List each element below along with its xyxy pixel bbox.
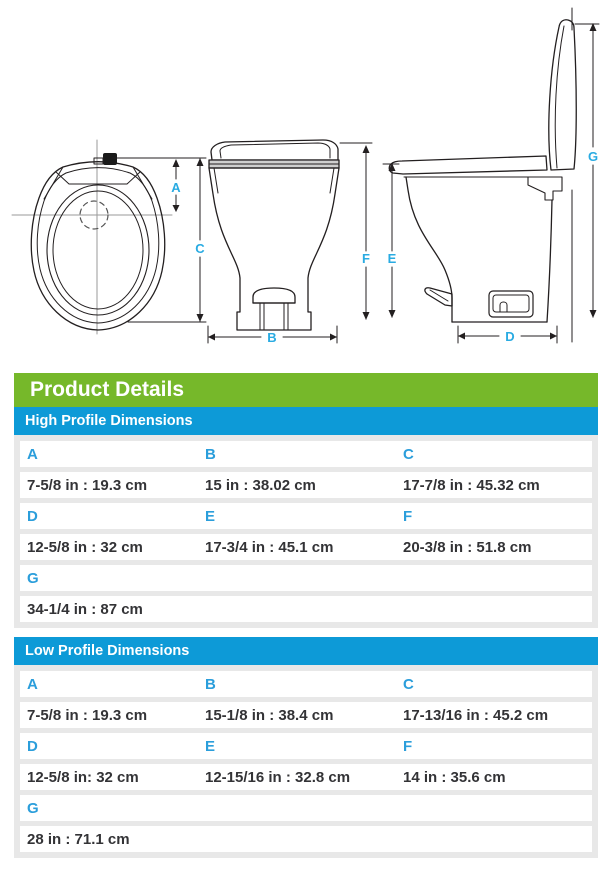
dimension-value: 15-1/8 in : 38.4 cm — [205, 706, 334, 724]
dimension-letter: G — [27, 799, 39, 817]
dimension-value: 12-5/8 in: 32 cm — [27, 768, 139, 786]
side-view-drawing — [389, 20, 576, 322]
dimension-label-g: G — [587, 149, 599, 164]
table-row — [20, 534, 592, 560]
dimension-value: 12-5/8 in : 32 cm — [27, 538, 143, 556]
dimension-value: 28 in : 71.1 cm — [27, 830, 130, 848]
top-view-drawing — [12, 140, 172, 334]
dimension-label-f: F — [362, 251, 370, 266]
dimension-letter: C — [403, 445, 414, 463]
front-view-drawing — [209, 140, 339, 330]
low-profile-table — [14, 665, 598, 858]
table-row — [20, 764, 592, 790]
dimension-label-e: E — [387, 251, 397, 266]
dimension-label-c: C — [195, 241, 205, 256]
dimension-letter: D — [27, 507, 38, 525]
dimension-label-b: B — [267, 330, 277, 345]
seat-button — [103, 153, 117, 165]
dimension-letter: B — [205, 445, 216, 463]
product-details-panel — [14, 373, 598, 858]
high-profile-table — [14, 435, 598, 628]
table-row — [20, 795, 592, 821]
dimension-value: 7-5/8 in : 19.3 cm — [27, 706, 148, 724]
table-row — [20, 472, 592, 498]
high-profile-section-header: High Profile Dimensions — [14, 407, 598, 435]
dimension-value: 17-3/4 in : 45.1 cm — [205, 538, 334, 556]
product-details-header: Product Details — [14, 373, 598, 407]
dimension-value: 34-1/4 in : 87 cm — [27, 600, 143, 618]
dimension-letter: E — [205, 507, 216, 525]
dimension-value: 20-3/8 in : 51.8 cm — [403, 538, 532, 556]
dimension-letter: B — [205, 675, 216, 693]
dimension-value: 15 in : 38.02 cm — [205, 476, 316, 494]
dimension-letter: F — [403, 507, 413, 525]
table-row — [20, 565, 592, 591]
dimension-value: 17-13/16 in : 45.2 cm — [403, 706, 549, 724]
table-row — [20, 503, 592, 529]
dimension-diagram — [0, 0, 612, 370]
dimension-label-d: D — [505, 329, 515, 344]
table-row — [20, 596, 592, 622]
dimension-value: 7-5/8 in : 19.3 cm — [27, 476, 148, 494]
dimension-letter: E — [205, 737, 216, 755]
dimension-letter: G — [27, 569, 39, 587]
dimension-value: 14 in : 35.6 cm — [403, 768, 506, 786]
dimension-letter: C — [403, 675, 414, 693]
low-profile-section-header: Low Profile Dimensions — [14, 637, 598, 665]
table-row — [20, 733, 592, 759]
table-row — [20, 702, 592, 728]
dimension-lines — [112, 8, 599, 343]
dimension-letter: A — [27, 675, 38, 693]
table-row — [20, 671, 592, 697]
dimension-letter: F — [403, 737, 413, 755]
dimension-value: 17-7/8 in : 45.32 cm — [403, 476, 540, 494]
table-row — [20, 826, 592, 852]
table-row — [20, 441, 592, 467]
dimension-value: 12-15/16 in : 32.8 cm — [205, 768, 351, 786]
dimension-label-a: A — [171, 180, 181, 195]
toilet-dimension-drawing — [0, 0, 612, 370]
dimension-letter: D — [27, 737, 38, 755]
dimension-letter: A — [27, 445, 38, 463]
